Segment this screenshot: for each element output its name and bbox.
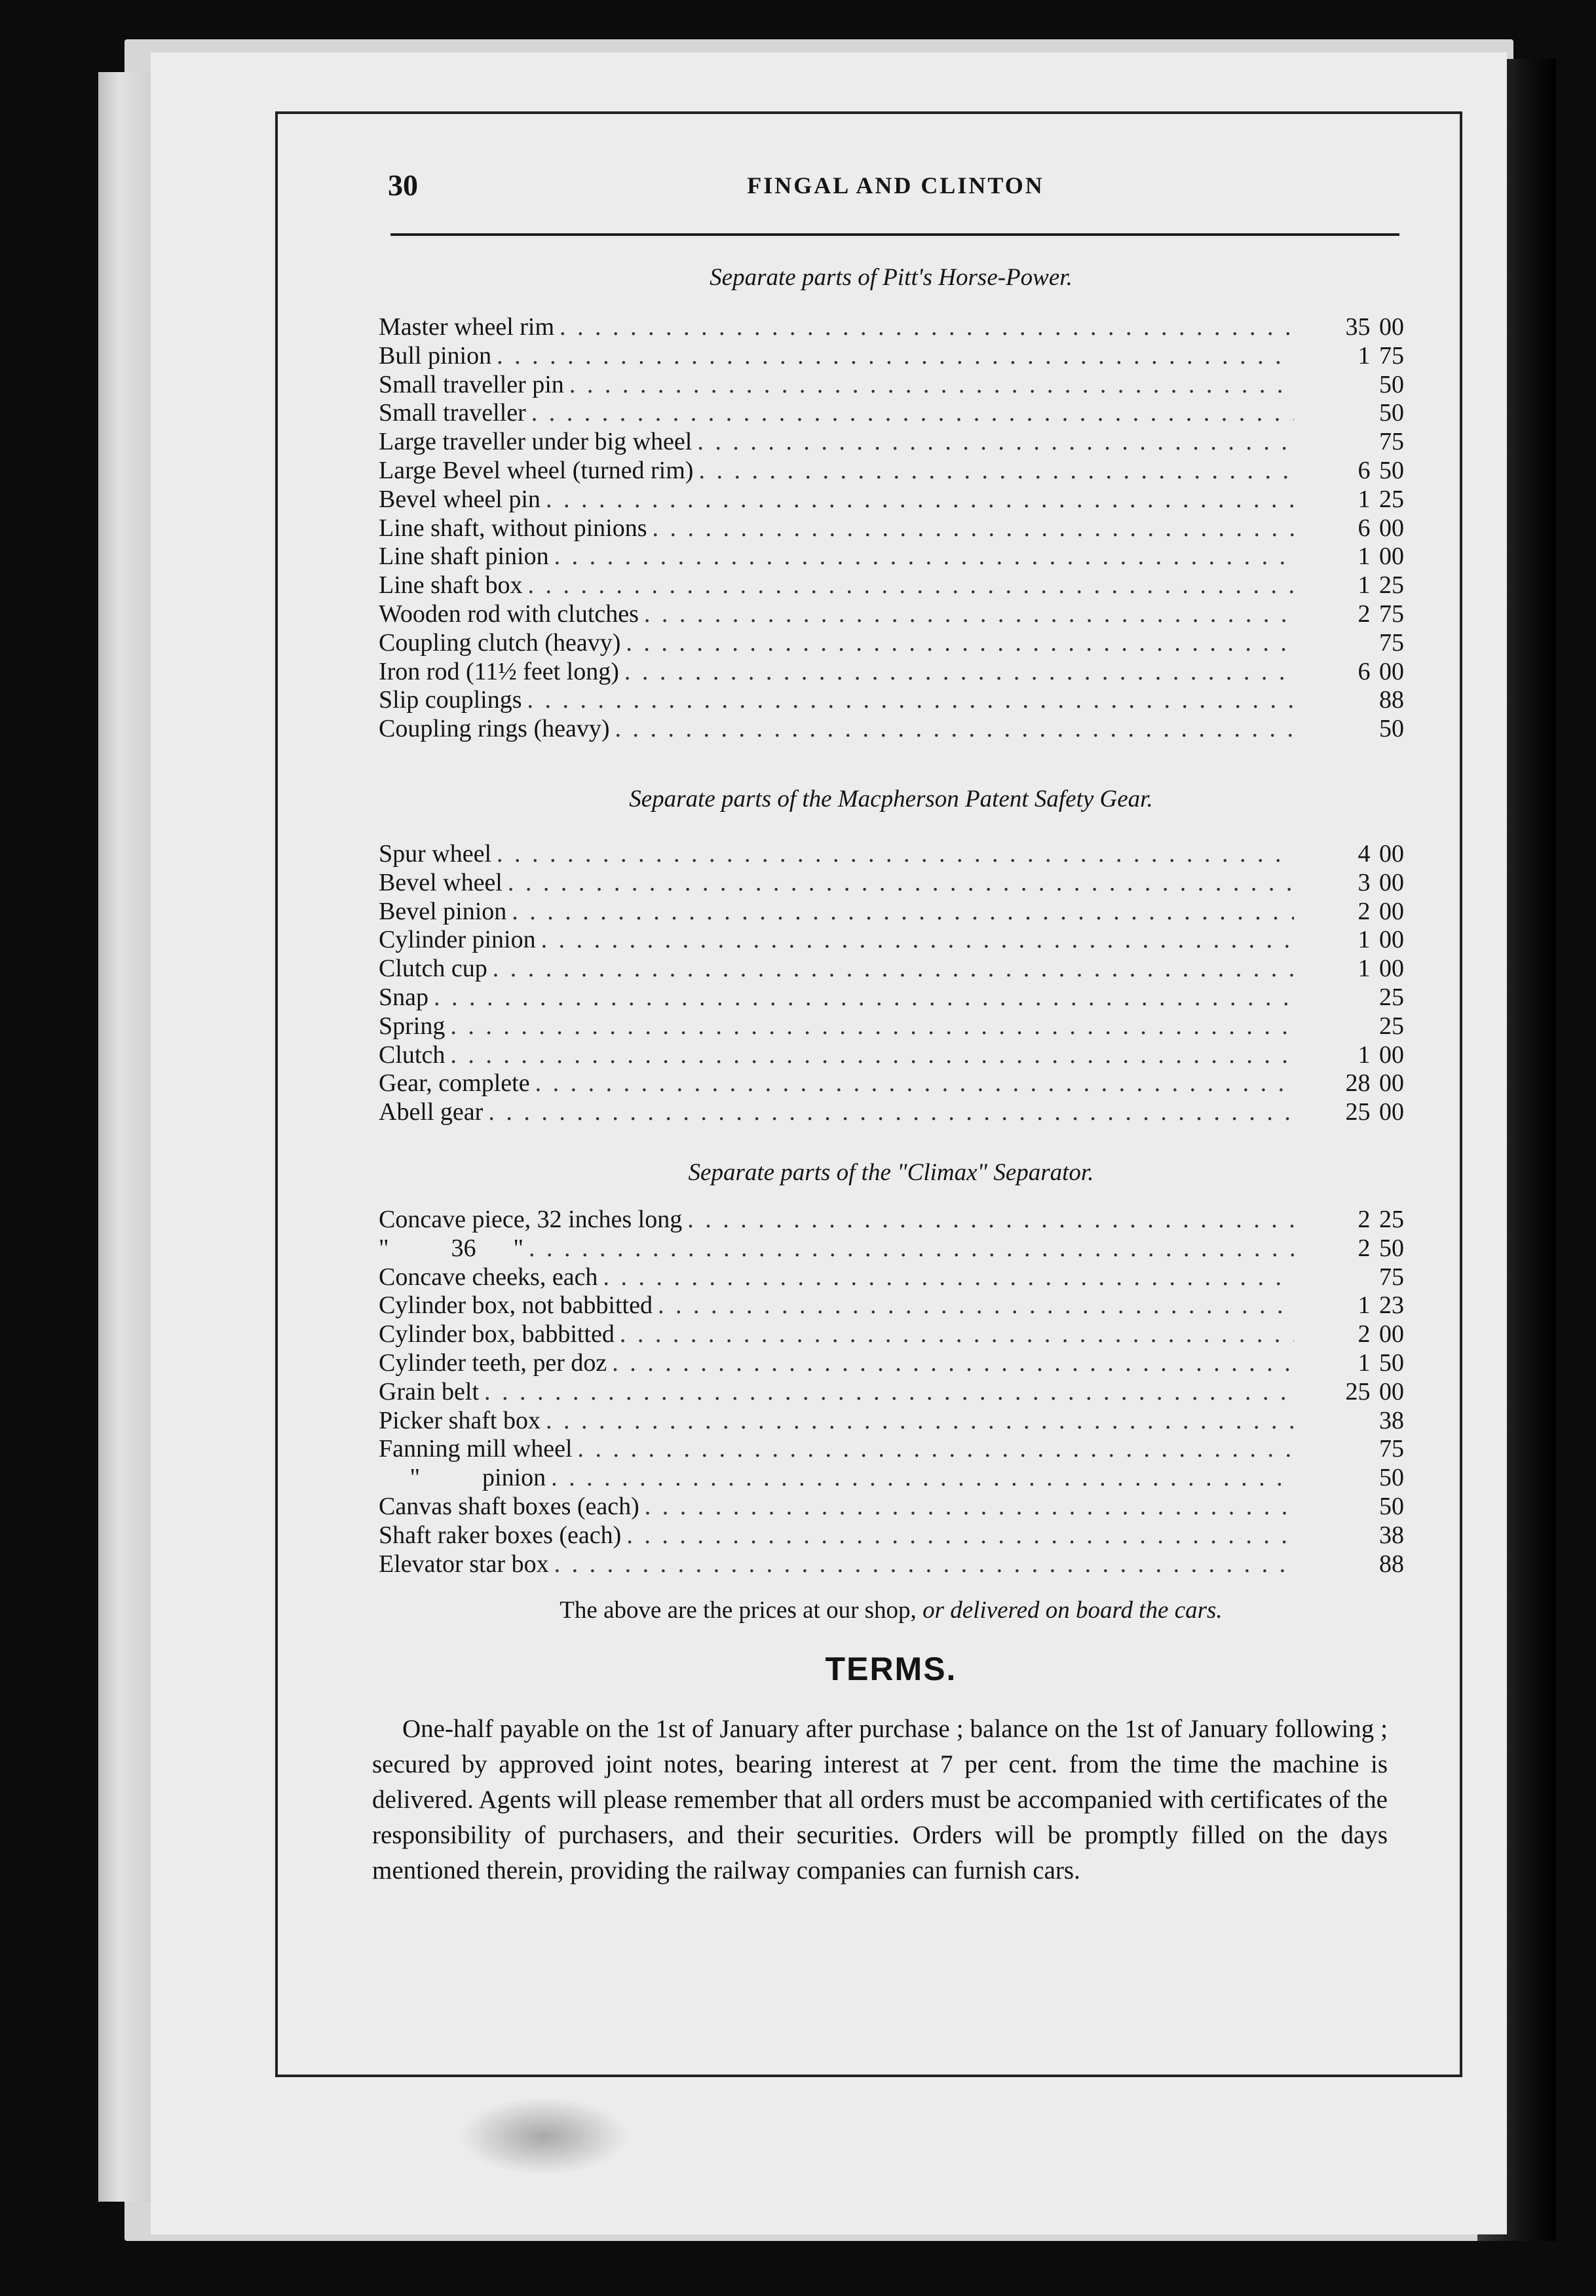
dot-leader <box>546 486 1294 514</box>
item-price: 1 50 <box>1358 1349 1404 1377</box>
price-row <box>379 313 1404 342</box>
dot-leader <box>527 686 1294 715</box>
item-name: Picker shaft box <box>379 1406 541 1434</box>
item-price: 25 00 <box>1345 1098 1404 1126</box>
dot-leader <box>554 1550 1294 1579</box>
item-name: Concave piece, 32 inches long <box>379 1206 683 1233</box>
item-price: 35 00 <box>1345 313 1404 341</box>
dot-leader <box>531 399 1294 428</box>
terms-heading: TERMS. <box>825 1651 957 1687</box>
price-row <box>379 869 1404 898</box>
item-price: 1 00 <box>1358 926 1404 954</box>
dot-leader <box>512 898 1294 927</box>
dot-leader <box>508 869 1294 898</box>
item-name: Small traveller <box>379 399 526 427</box>
terms-paragraph: One-half payable on the 1st of January after purchase ; balance on the 1st of January following ; secured by approved joint notes, bearing interest at 7 per cent. from the time the machine is delivered. Agents will please remember that all orders must be accompanied with certificates of the responsibility of purchasers, and their securities. Orders will be promptly filled on the days mentioned therein, providing the railway companies can furnish cars. <box>372 1715 1388 1885</box>
item-name: Gear, complete <box>379 1069 530 1098</box>
price-row <box>379 1521 1404 1550</box>
item-name: Cylinder box, not babbitted <box>379 1292 653 1320</box>
item-price: 88 <box>1379 686 1404 714</box>
item-price: 50 <box>1379 715 1404 743</box>
price-row <box>379 1206 1404 1234</box>
item-price: 25 <box>1379 983 1404 1011</box>
dot-leader <box>450 1012 1294 1041</box>
price-row <box>379 371 1404 400</box>
page-edge <box>98 72 153 2202</box>
item-name: Spring <box>379 1012 446 1040</box>
price-row <box>379 1292 1404 1320</box>
item-name: Small traveller pin <box>379 370 564 398</box>
dot-leader <box>554 543 1294 571</box>
dot-leader <box>546 1407 1294 1436</box>
item-price: 6 00 <box>1358 657 1404 685</box>
item-name: Fanning mill wheel <box>379 1435 573 1463</box>
price-row <box>379 955 1404 984</box>
dot-leader <box>603 1263 1294 1292</box>
dot-leader <box>535 1069 1294 1098</box>
price-row <box>379 898 1404 927</box>
price-row <box>379 1493 1404 1521</box>
dot-leader <box>697 428 1294 457</box>
item-price: 1 00 <box>1358 1041 1404 1069</box>
dot-leader <box>645 1493 1294 1521</box>
price-row <box>379 342 1404 371</box>
item-price: 1 00 <box>1358 543 1404 571</box>
ink-smudge <box>459 2097 629 2175</box>
dot-leader <box>578 1435 1294 1464</box>
item-price: 50 <box>1379 399 1404 427</box>
dot-leader <box>653 514 1294 543</box>
item-name: Grain belt <box>379 1377 480 1406</box>
item-name: Bevel wheel pin <box>379 485 541 513</box>
item-name: Slip couplings <box>379 686 522 714</box>
item-price: 2 50 <box>1358 1234 1404 1262</box>
dot-leader <box>687 1206 1294 1234</box>
price-row <box>379 686 1404 715</box>
dot-leader <box>626 629 1294 658</box>
shop-note-plain: The above are the prices at our shop, <box>560 1597 917 1624</box>
price-row <box>379 1263 1404 1292</box>
item-name: " pinion <box>379 1464 546 1492</box>
price-row <box>379 543 1404 571</box>
header-rule <box>390 233 1399 236</box>
item-name: Wooden rod with clutches <box>379 600 639 628</box>
page-number: 30 <box>388 168 418 202</box>
shop-price-note <box>367 1596 1415 1624</box>
item-price: 2 00 <box>1358 1320 1404 1349</box>
item-name: Snap <box>379 983 428 1011</box>
item-name: Cylinder teeth, per doz <box>379 1349 607 1377</box>
item-price: 3 00 <box>1358 868 1404 896</box>
price-row <box>379 715 1404 744</box>
item-price: 1 23 <box>1358 1292 1404 1320</box>
price-row <box>379 840 1404 869</box>
dot-leader <box>528 571 1294 600</box>
running-head <box>388 168 1403 214</box>
item-price: 50 <box>1379 1464 1404 1492</box>
price-row <box>379 1378 1404 1407</box>
item-name: Line shaft box <box>379 571 523 600</box>
price-row <box>379 658 1404 687</box>
dot-leader <box>541 926 1294 955</box>
price-row <box>379 1069 1404 1098</box>
item-price: 25 <box>1379 1012 1404 1040</box>
item-name: Cylinder box, babbitted <box>379 1320 615 1349</box>
dot-leader <box>698 457 1294 486</box>
item-price: 1 00 <box>1358 955 1404 983</box>
item-price: 50 <box>1379 370 1404 398</box>
item-price: 1 25 <box>1358 571 1404 600</box>
dot-leader <box>626 1521 1294 1550</box>
section-title-safety-gear: Separate parts of the Macpherson Patent Safety Gear. <box>629 786 1153 813</box>
item-name: Shaft raker boxes (each) <box>379 1521 622 1549</box>
price-row <box>379 486 1404 514</box>
item-name: Iron rod (11½ feet long) <box>379 657 619 685</box>
item-price: 25 00 <box>1345 1377 1404 1406</box>
item-name: Large traveller under big wheel <box>379 428 693 456</box>
item-name: Bevel wheel <box>379 868 503 896</box>
dot-leader <box>620 1320 1294 1349</box>
item-price: 4 00 <box>1358 840 1404 868</box>
price-list-horse-power <box>379 313 1404 744</box>
item-price: 88 <box>1379 1550 1404 1578</box>
section-title-separator: Separate parts of the "Climax" Separator. <box>688 1159 1094 1186</box>
price-row <box>379 514 1404 543</box>
item-name: Clutch <box>379 1041 446 1069</box>
item-price: 75 <box>1379 1263 1404 1291</box>
dot-leader <box>612 1349 1294 1378</box>
price-row <box>379 1041 1404 1070</box>
item-name: Master wheel rim <box>379 313 555 341</box>
price-row <box>379 984 1404 1012</box>
dot-leader <box>644 600 1294 629</box>
item-name: Abell gear <box>379 1098 484 1126</box>
item-price: 6 00 <box>1358 514 1404 542</box>
item-price: 75 <box>1379 1435 1404 1463</box>
running-title: FINGAL AND CLINTON <box>747 172 1044 199</box>
item-name: Cylinder pinion <box>379 926 536 954</box>
item-price: 28 00 <box>1345 1069 1404 1098</box>
price-row <box>379 1012 1404 1041</box>
item-name: Bull pinion <box>379 341 492 370</box>
price-row <box>379 1234 1404 1263</box>
item-price: 6 50 <box>1358 456 1404 484</box>
price-row <box>379 600 1404 629</box>
item-price: 38 <box>1379 1521 1404 1549</box>
price-row <box>379 1098 1404 1127</box>
dot-leader <box>493 955 1294 984</box>
item-name: Elevator star box <box>379 1550 549 1578</box>
dot-leader <box>497 342 1294 371</box>
item-price: 75 <box>1379 428 1404 456</box>
price-row <box>379 1349 1404 1378</box>
item-name: " 36 " <box>379 1234 524 1262</box>
price-row <box>379 926 1404 955</box>
item-price: 75 <box>1379 628 1404 657</box>
price-row <box>379 399 1404 428</box>
item-name: Line shaft, without pinions <box>379 514 647 542</box>
item-name: Concave cheeks, each <box>379 1263 598 1291</box>
price-list-separator <box>379 1206 1404 1578</box>
dot-leader <box>615 715 1294 744</box>
price-row <box>379 1407 1404 1436</box>
item-price: 2 25 <box>1358 1206 1404 1233</box>
item-price: 2 75 <box>1358 600 1404 628</box>
dot-leader <box>488 1098 1294 1127</box>
item-name: Bevel pinion <box>379 897 507 925</box>
price-row <box>379 629 1404 658</box>
item-price: 50 <box>1379 1492 1404 1520</box>
item-price: 1 75 <box>1358 341 1404 370</box>
dot-leader <box>450 1041 1294 1070</box>
item-name: Line shaft pinion <box>379 543 549 571</box>
item-price: 2 00 <box>1358 897 1404 925</box>
price-row <box>379 428 1404 457</box>
item-name: Coupling clutch (heavy) <box>379 628 621 657</box>
dot-leader <box>529 1234 1294 1263</box>
price-row <box>379 457 1404 486</box>
price-row <box>379 1464 1404 1493</box>
price-list-safety-gear <box>379 840 1404 1127</box>
item-price: 38 <box>1379 1406 1404 1434</box>
dot-leader <box>484 1378 1294 1407</box>
item-name: Coupling rings (heavy) <box>379 715 610 743</box>
dot-leader <box>434 984 1294 1012</box>
item-price: 1 25 <box>1358 485 1404 513</box>
section-title-horse-power: Separate parts of Pitt's Horse-Power. <box>710 264 1073 291</box>
item-name: Canvas shaft boxes (each) <box>379 1492 639 1520</box>
item-name: Spur wheel <box>379 840 492 868</box>
price-row <box>379 1320 1404 1349</box>
item-name: Clutch cup <box>379 955 487 983</box>
price-row <box>379 571 1404 600</box>
dot-leader <box>624 658 1294 687</box>
dot-leader <box>560 313 1294 342</box>
price-row <box>379 1550 1404 1579</box>
dot-leader <box>497 840 1294 869</box>
dot-leader <box>569 371 1294 400</box>
dot-leader <box>658 1292 1294 1320</box>
shop-note-italic: or delivered on board the cars. <box>922 1597 1223 1624</box>
item-name: Large Bevel wheel (turned rim) <box>379 456 694 484</box>
dot-leader <box>551 1464 1294 1493</box>
price-row <box>379 1435 1404 1464</box>
